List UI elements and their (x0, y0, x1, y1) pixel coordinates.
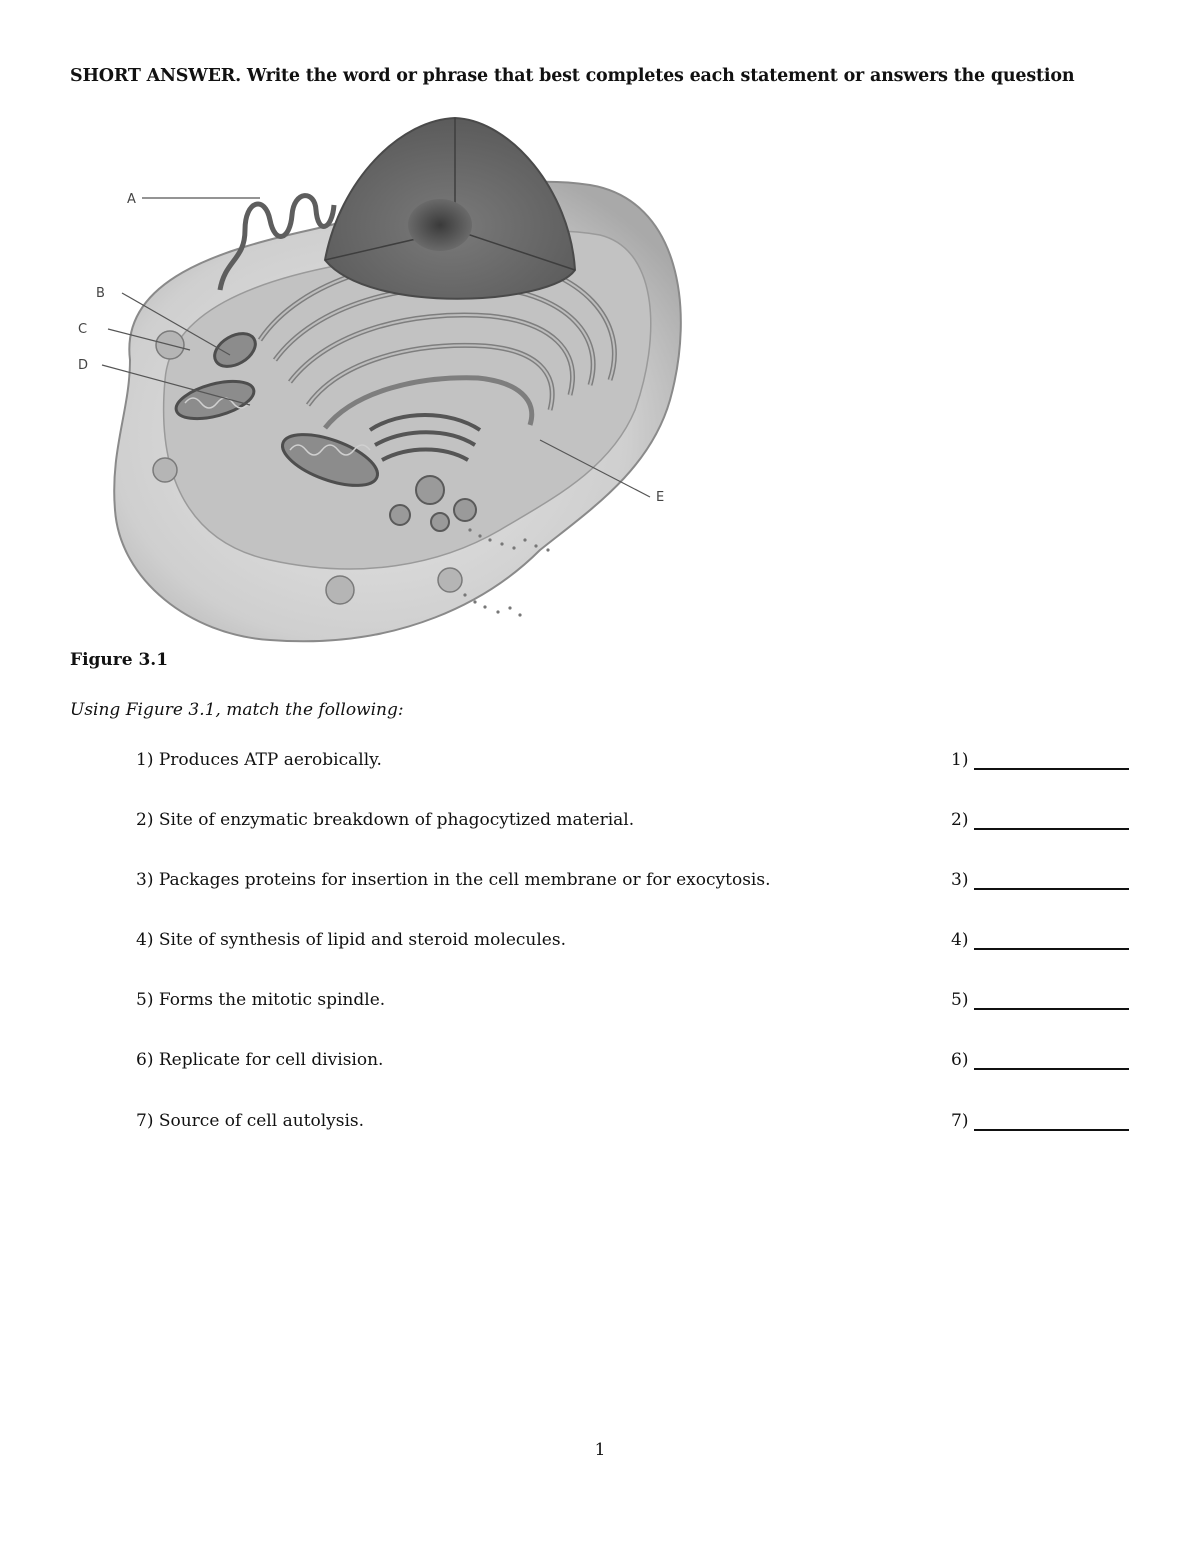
answer-blank[interactable] (974, 828, 1129, 830)
figure-label-d: D (78, 358, 89, 373)
question-text: 6) Replicate for cell division. (136, 1050, 384, 1070)
figure-label-b: B (96, 286, 105, 301)
answer-number: 2) (951, 810, 969, 830)
figure-caption: Figure 3.1 (70, 650, 169, 670)
cell-figure (70, 110, 710, 650)
question-item (136, 750, 1136, 780)
answer-number: 1) (951, 750, 969, 770)
answer-number: 6) (951, 1050, 969, 1070)
answer-number: 7) (951, 1111, 969, 1131)
question-item (136, 870, 1136, 900)
section-header: SHORT ANSWER. Write the word or phrase that best completes each statement or answers the question (70, 66, 1075, 86)
question-text: 4) Site of synthesis of lipid and steroid molecules. (136, 930, 566, 950)
answer-blank[interactable] (974, 1129, 1129, 1131)
question-item (136, 990, 1136, 1020)
question-text: 3) Packages proteins for insertion in the cell membrane or for exocytosis. (136, 870, 771, 890)
question-item (136, 1111, 1136, 1141)
answer-blank[interactable] (974, 888, 1129, 890)
figure-label-a: A (127, 192, 136, 207)
answer-blank[interactable] (974, 1008, 1129, 1010)
question-item (136, 1050, 1136, 1080)
question-item (136, 810, 1136, 840)
question-text: 1) Produces ATP aerobically. (136, 750, 382, 770)
question-text: 5) Forms the mitotic spindle. (136, 990, 386, 1010)
figure-label-c: C (78, 322, 88, 337)
answer-number: 3) (951, 870, 969, 890)
question-item (136, 930, 1136, 960)
figure-label-e: E (656, 490, 665, 505)
question-text: 7) Source of cell autolysis. (136, 1111, 365, 1131)
instruction-text: Using Figure 3.1, match the following: (70, 700, 404, 720)
answer-blank[interactable] (974, 948, 1129, 950)
answer-blank[interactable] (974, 768, 1129, 770)
answer-number: 5) (951, 990, 969, 1010)
answer-blank[interactable] (974, 1068, 1129, 1070)
page-number: 1 (594, 1440, 606, 1460)
answer-number: 4) (951, 930, 969, 950)
question-text: 2) Site of enzymatic breakdown of phagocytized material. (136, 810, 635, 830)
